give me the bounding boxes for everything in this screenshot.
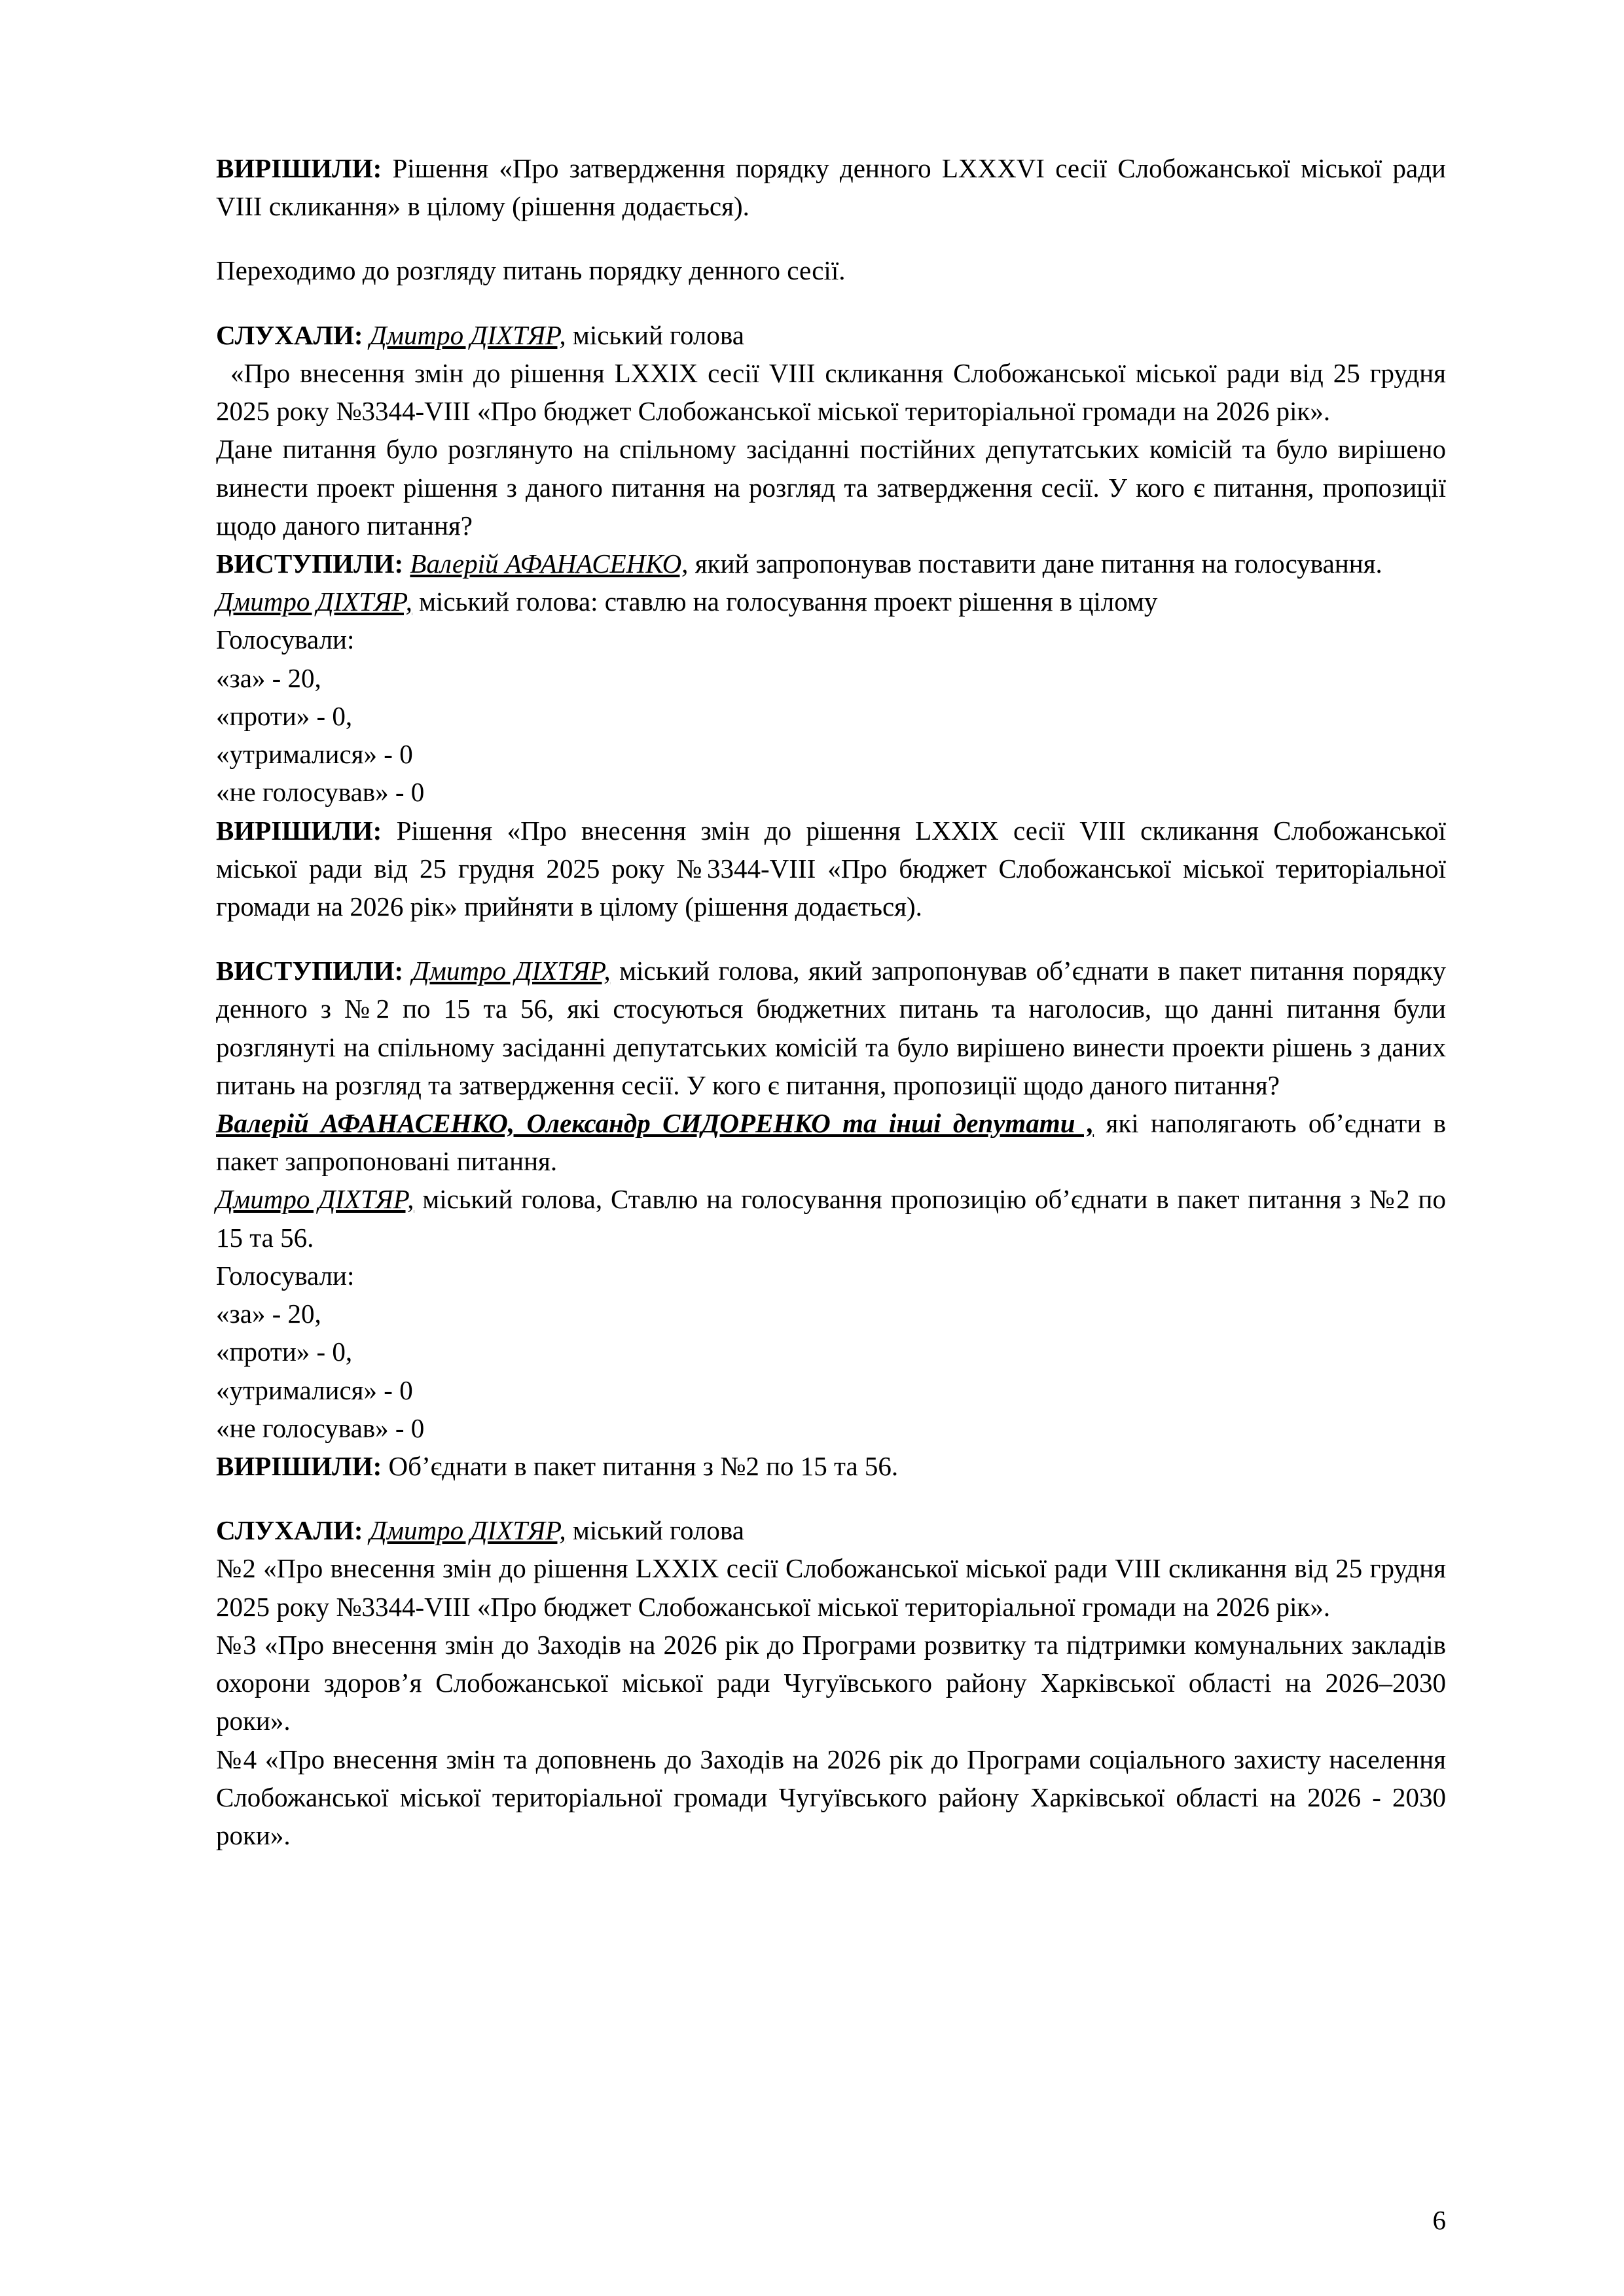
paragraph: [216, 812, 1446, 926]
paragraph: [216, 354, 1446, 430]
run-speaker-name: Дмитро ДІХТЯР,: [412, 956, 611, 986]
paragraph: [216, 1740, 1446, 1855]
paragraph-spacer: [216, 925, 1446, 952]
paragraph: [216, 1511, 1446, 1549]
paragraph: [216, 735, 1446, 773]
paragraph-spacer: [216, 1485, 1446, 1511]
paragraph: [216, 583, 1446, 620]
run-text: який запропонував поставити дане питання на голосування.: [688, 548, 1382, 579]
paragraph-spacer: [216, 225, 1446, 251]
run-text: Об’єднати в пакет питання з №2 по 15 та 56.: [388, 1451, 899, 1481]
paragraph: [216, 1447, 1446, 1485]
run-text: «не голосував» - 0: [216, 777, 425, 808]
paragraph: [216, 1626, 1446, 1740]
paragraph: [216, 430, 1446, 545]
paragraph: [216, 1371, 1446, 1409]
paragraph: [216, 1409, 1446, 1447]
run-speaker-name: Дмитро ДІХТЯР,: [369, 1515, 566, 1546]
run-text: «Про внесення змін до рішення LXXIX сесії VIII скликання Слобожанської міської ради від 25 грудня 2025 року №3344-VIII «Про бюджет Слобожанської міської територіальної громади на 2026 рік».: [216, 357, 1446, 427]
run-text: «за» - 20,: [216, 662, 321, 693]
run-speaker-name: Валерій АФАНАСЕНКО,: [410, 548, 689, 579]
run-text: Дане питання було розглянуто на спільному засіданні постійних депутатських комісій та було вирішено винести проект рішення з даного питання на розгляд та затвердження сесії. У кого є питання, пропозиції щодо даного питання?: [216, 434, 1446, 541]
run-text: «не голосував» - 0: [216, 1412, 425, 1443]
run-text: №4 «Про внесення змін та доповнень до Заходів на 2026 рік до Програми соціального захисту населення Слобожанської міської територіальної громади Чугуївського району Харківської області на 2026 - 2030 роки».: [216, 1744, 1446, 1850]
run-text: «проти» - 0,: [216, 1336, 353, 1367]
paragraph: [216, 952, 1446, 1104]
run-speaker-name: Дмитро ДІХТЯР,: [369, 319, 566, 350]
paragraph: [216, 659, 1446, 697]
run-text: міський голова: [566, 319, 744, 350]
paragraph: [216, 620, 1446, 658]
run-text: Рішення «Про внесення змін до рішення LXXIX сесії VIII скликання Слобожанської міської ради від 25 грудня 2025 року №3344-VIII «Про бюджет Слобожанської міської територіальної громади на 2026 рік» прийняти в цілому (рішення додається).: [216, 815, 1446, 922]
run-text: №3 «Про внесення змін до Заходів на 2026 рік до Програми розвитку та підтримки комунальних закладів охорони здоров’я Слобожанської міської ради Чугуївського району Харківської області на 2026–2030 роки».: [216, 1629, 1446, 1736]
run-bold: СЛУХАЛИ:: [216, 319, 370, 350]
run-text: №2 «Про внесення змін до рішення LXXIX сесії Слобожанської міської ради VIII скликання від 25 грудня 2025 року №3344-VIII «Про бюджет Слобожанської міської територіальної громади на 2026 рік».: [216, 1553, 1446, 1622]
run-text: «утрималися» - 0: [216, 1374, 413, 1405]
paragraph: [216, 149, 1446, 225]
run-text: «проти» - 0,: [216, 700, 353, 731]
paragraph: [216, 251, 1446, 289]
run-text: «утрималися» - 0: [216, 739, 413, 770]
paragraph: [216, 1257, 1446, 1295]
run-text: Голосували:: [216, 624, 355, 655]
run-text: міський голова, Ставлю на голосування пропозицію об’єднати в пакет питання з №2 по 15 та 56.: [216, 1184, 1446, 1253]
run-text: Рішення «Про затвердження порядку денного LXXXVI сесії Слобожанської міської ради VIII скликання» в цілому (рішення додається).: [216, 153, 1446, 222]
paragraph: [216, 1549, 1446, 1625]
paragraph: [216, 1295, 1446, 1333]
paragraph: [216, 697, 1446, 735]
run-bold: ВИРІШИЛИ:: [216, 153, 393, 183]
run-text: «за» - 20,: [216, 1299, 321, 1329]
run-bold: ВИСТУПИЛИ:: [216, 548, 410, 579]
run-bold: СЛУХАЛИ:: [216, 1515, 370, 1546]
run-text: Голосували:: [216, 1260, 355, 1291]
run-bold: ВИСТУПИЛИ:: [216, 956, 412, 986]
run-text: міський голова: [566, 1515, 744, 1546]
paragraph: [216, 316, 1446, 354]
paragraph: [216, 773, 1446, 811]
document-body: [216, 149, 1446, 1854]
page-number: 6: [1432, 2205, 1446, 2235]
run-speaker-name: Валерій АФАНАСЕНКО, Олександр СИДОРЕНКО та інші депутати ,: [216, 1108, 1094, 1139]
paragraph: [216, 1180, 1446, 1256]
run-speaker-name: Дмитро ДІХТЯР,: [216, 586, 412, 617]
run-text: міський голова: ставлю на голосування проект рішення в цілому: [412, 586, 1158, 617]
paragraph: [216, 1333, 1446, 1371]
paragraph-spacer: [216, 290, 1446, 316]
run-bold: ВИРІШИЛИ:: [216, 815, 397, 846]
run-text: які наполягають об’єднати в пакет запропоновані питання.: [216, 1108, 1446, 1177]
paragraph: [216, 545, 1446, 583]
run-bold: ВИРІШИЛИ:: [216, 1451, 389, 1481]
run-text: міський голова, який запропонував об’єднати в пакет питання порядку денного з №2 по 15 та 56, які стосуються бюджетних питань та наголосив, що данні питання були розглянуті на спільному засіданні депутатських комісій та було вирішено винести проекти рішень з даних питань на розгляд та затвердження сесії. У кого є питання, пропозиції щодо даного питання?: [216, 956, 1446, 1100]
run-speaker-name: Дмитро ДІХТЯР,: [216, 1184, 414, 1215]
run-text: Переходимо до розгляду питань порядку денного сесії.: [216, 255, 846, 286]
paragraph: [216, 1104, 1446, 1180]
